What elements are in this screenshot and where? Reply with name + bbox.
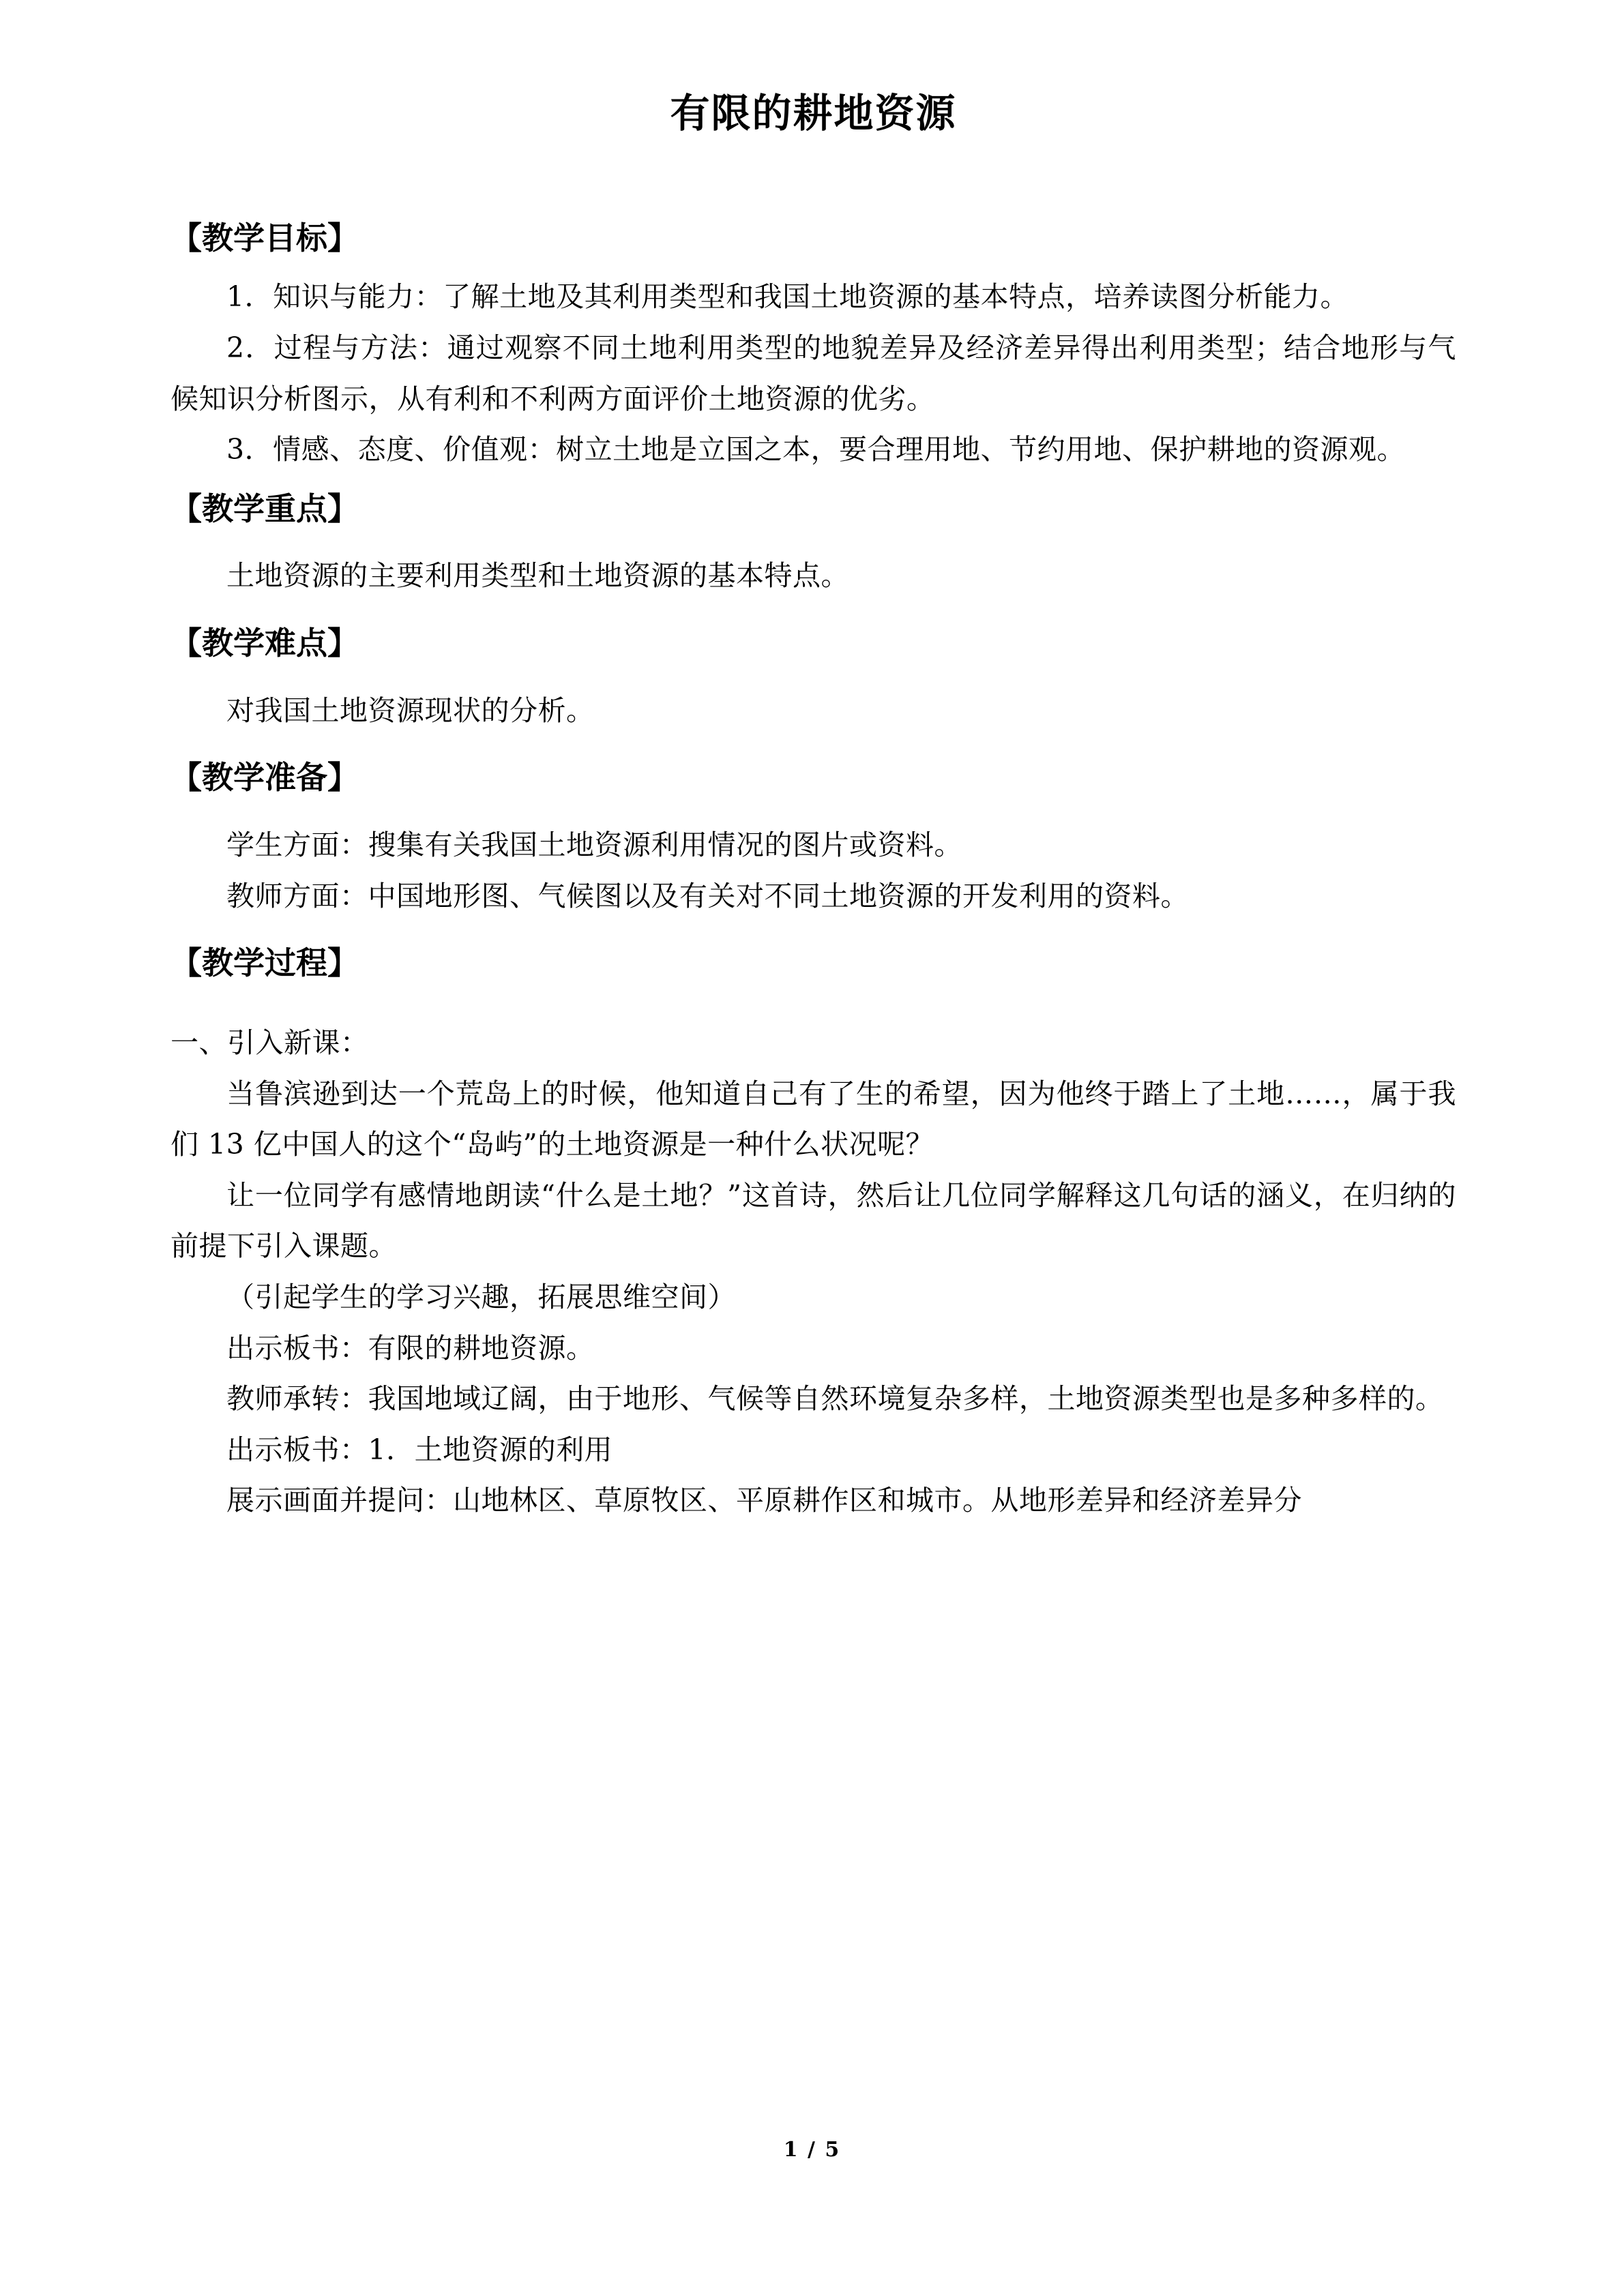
process-paragraph-1: 当鲁滨逊到达一个荒岛上的时候，他知道自己有了生的希望，因为他终于踏上了土地……，属于我们 13 亿中国人的这个“岛屿”的土地资源是一种什么状况呢？ [171, 1077, 1456, 1161]
section-heading: 【教学目标】 [171, 219, 359, 256]
process-paragraph-6: 出示板书：1．土地资源的利用 [226, 1433, 613, 1466]
process-paragraph-7: 展示画面并提问：山地林区、草原牧区、平原耕作区和城市。从地形差异和经济差异分 [226, 1484, 1302, 1517]
process-paragraph-2: 让一位同学有感情地朗读“什么是土地？”这首诗，然后让几位同学解释这几句话的涵义，在归纳的前提下引入课题。 [171, 1178, 1456, 1263]
spacer [171, 670, 1456, 685]
difficulty-text: 对我国土地资源现状的分析。 [226, 694, 595, 727]
objective-item-3: 3．情感、态度、价值观：树立土地是立国之本，要合理用地、节约用地、保护耕地的资源观。 [226, 433, 1406, 466]
page-footer: 1 / 5 [783, 2138, 841, 2162]
process-paragraph-5: 教师承转：我国地域辽阔，由于地形、气候等自然环境复杂多样，土地资源类型也是多种多样的。 [226, 1382, 1444, 1416]
process-paragraph-4: 出示板书：有限的耕地资源。 [226, 1331, 595, 1365]
spacer [171, 535, 1456, 550]
section-teaching-focus [171, 482, 1456, 601]
spacer [171, 601, 1456, 616]
spacer [171, 990, 1456, 1017]
spacer [171, 736, 1456, 751]
section-heading: 【教学准备】 [171, 759, 359, 796]
section-heading: 【教学过程】 [171, 944, 359, 982]
objective-item-2: 2．过程与方法：通过观察不同土地利用类型的地貌差异及经济差异得出利用类型；结合地形与气候知识分析图示，从有利和不利两方面评价土地资源的优劣。 [171, 331, 1456, 415]
section-teaching-preparation [171, 751, 1456, 921]
section-heading: 【教学难点】 [171, 625, 359, 662]
process-step-label: 一、引入新课： [171, 1026, 369, 1059]
spacer [171, 805, 1456, 820]
section-teaching-difficulty [171, 616, 1456, 736]
section-teaching-objectives [171, 211, 1456, 475]
section-heading: 【教学重点】 [171, 490, 359, 527]
spacer [171, 921, 1456, 936]
spacer [171, 265, 1456, 271]
preparation-students: 学生方面：搜集有关我国土地资源利用情况的图片或资料。 [226, 829, 962, 861]
focus-text: 土地资源的主要利用类型和土地资源的基本特点。 [226, 559, 849, 593]
objective-item-1: 1．知识与能力：了解土地及其利用类型和我国土地资源的基本特点，培养读图分析能力。 [226, 280, 1349, 314]
spacer [171, 475, 1456, 482]
section-teaching-process [171, 936, 1456, 1526]
process-paragraph-3: （引起学生的学习兴趣，拓展思维空间） [226, 1280, 736, 1313]
title-spacer [171, 138, 1456, 211]
preparation-teacher: 教师方面：中国地形图、气候图以及有关对不同土地资源的开发利用的资料。 [226, 879, 1189, 912]
page-content [171, 0, 1456, 1526]
page-title: 有限的耕地资源 [670, 90, 957, 136]
